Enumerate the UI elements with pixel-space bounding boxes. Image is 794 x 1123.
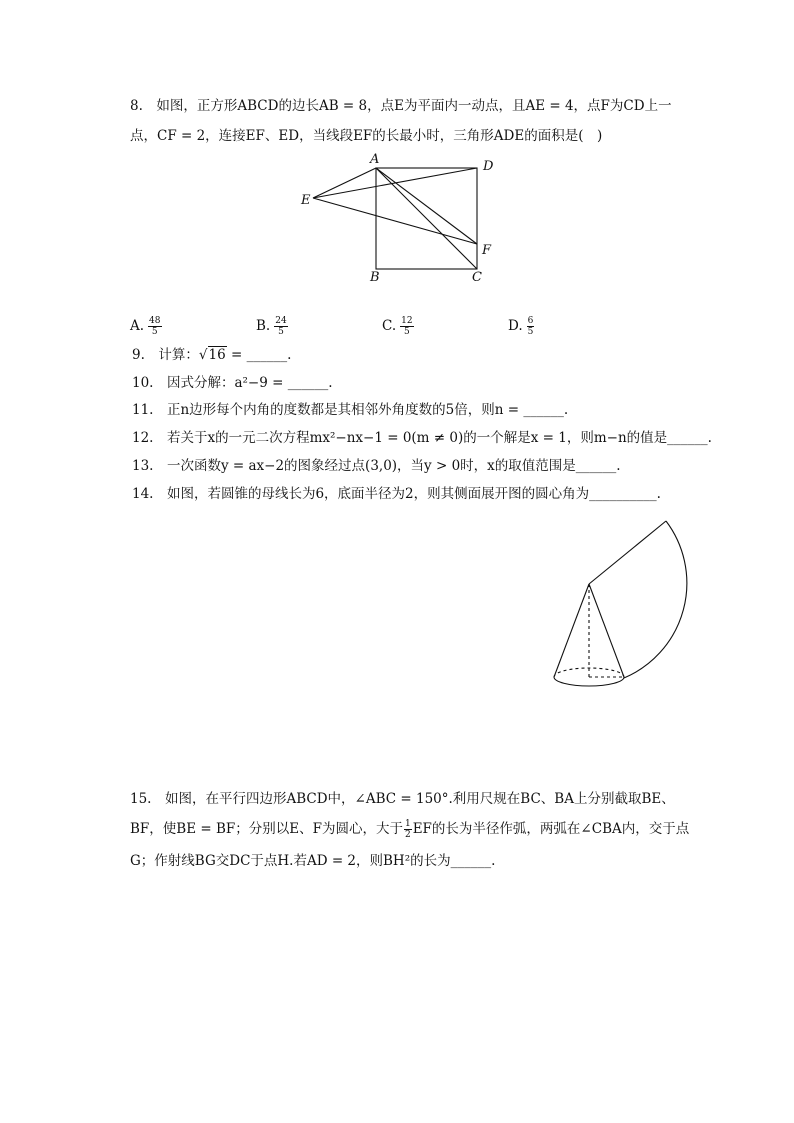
segment-af [376, 168, 477, 244]
segment-ed [313, 168, 477, 198]
q15-text-line3: G；作射线BG交DC于点H.若AD = 2，则BH²的长为______. [130, 853, 496, 869]
segment-ef [313, 198, 477, 244]
q15-fraction: $\frac{1}{2}$ [404, 819, 411, 840]
q14-text: 14. 如图，若圆锥的母线长为6，底面半径为2，则其侧面展开图的圆心角为__________. [132, 486, 661, 502]
square-figure [295, 150, 505, 290]
label-d: D [483, 159, 494, 174]
option-d[interactable]: D. $\frac{6}{5}$ [508, 316, 534, 337]
q8-text-line1: 8. 如图，正方形ABCD的边长AB = 8，点E为平面内一动点，且AE = 4，点F为CD上一 [130, 98, 672, 114]
cone-left-slant [554, 584, 589, 677]
cone-base-front [554, 677, 624, 686]
q13-text: 13. 一次函数y = ax−2的图象经过点(3,0)，当y > 0时，x的取值范围是______. [132, 458, 621, 474]
option-a[interactable]: A. $\frac{48}{5}$ [130, 316, 161, 337]
label-b: B [370, 270, 380, 285]
q10-text: 10. 因式分解：a²−9 = ______. [132, 375, 333, 391]
label-e: E [301, 193, 311, 208]
cone-figure [545, 512, 695, 692]
q11-text: 11. 正n边形每个内角的度数都是其相邻外角度数的5倍，则n = ______. [132, 402, 569, 418]
q8-text-line2: 点，CF = 2，连接EF、ED，当线段EF的长最小时，三角形ADE的面积是( ) [130, 128, 603, 144]
q12-text: 12. 若关于x的一元二次方程mx²−nx−1 = 0(m ≠ 0)的一个解是x = 1，则m−n的值是______. [132, 430, 712, 446]
sector-arc [624, 521, 687, 678]
q9-suffix: = ______. [226, 347, 292, 363]
option-c[interactable]: C. $\frac{12}{5}$ [382, 316, 413, 337]
segment-ac [376, 168, 477, 269]
q9-radicand: 16 [208, 347, 226, 363]
label-c: C [472, 270, 482, 285]
label-f: F [482, 243, 492, 258]
segment-ea [313, 168, 376, 198]
q9-prefix: 9. 计算： [132, 347, 199, 363]
q9-text [132, 346, 291, 364]
sector-radius-line [589, 521, 666, 584]
cone-right-slant [589, 584, 624, 677]
option-b[interactable]: B. $\frac{24}{5}$ [256, 316, 287, 337]
label-a: A [370, 152, 380, 167]
q15-text-line2: BF，使BE = BF；分别以E、F为圆心，大于 $\frac{1}{2}$ EF的长为半径作弧，两弧在∠CBA内，交于点 [130, 819, 690, 840]
sqrt-sign: √ [198, 347, 208, 363]
q15-text-line1: 15. 如图，在平行四边形ABCD中，∠ABC = 150°.利用尺规在BC、BA上分别截取BE、 [130, 791, 675, 807]
